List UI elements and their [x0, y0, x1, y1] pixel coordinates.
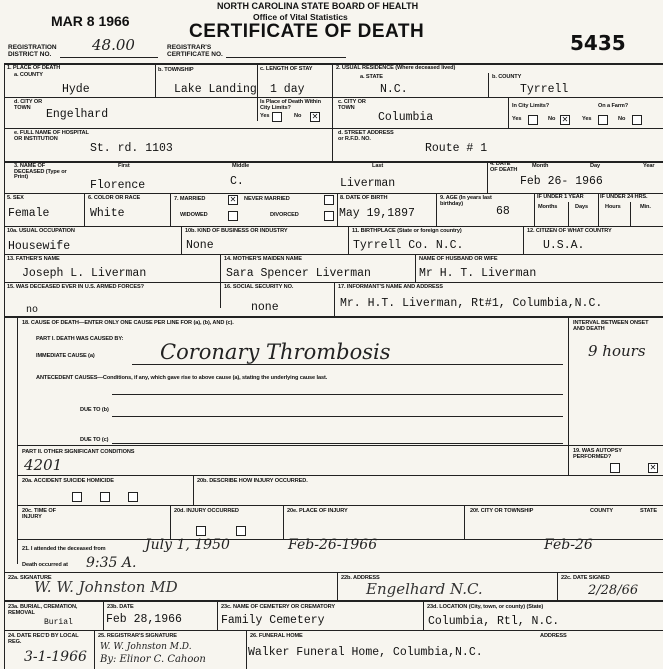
middle-name-label: Middle [232, 163, 250, 169]
attended-label: 21. I attended the deceased from [22, 546, 106, 552]
divorced-label: DIVORCED [270, 212, 299, 218]
residence-state: N.C. [380, 83, 408, 96]
part1-label: PART I. DEATH WAS CAUSED BY: [36, 336, 124, 342]
accident-label: 20a. ACCIDENT SUICIDE HOMICIDE [22, 478, 114, 484]
funeral-home-label: 26. FUNERAL HOME [250, 633, 303, 639]
death-day-label: Day [590, 163, 600, 169]
hospital-value: St. rd. 1103 [90, 142, 173, 155]
board-name: NORTH CAROLINA STATE BOARD OF HEALTH [217, 1, 419, 11]
page-title: CERTIFICATE OF DEATH [189, 21, 425, 42]
place-township-label: b. TOWNSHIP [158, 67, 194, 73]
armed-forces-label: 15. WAS DECEASED EVER IN U.S. ARMED FORCES? [7, 284, 144, 290]
cemetery-label: 23c. NAME OF CEMETERY OR CREMATORY [221, 604, 335, 610]
citizen-value: U.S.A. [543, 239, 585, 252]
mother-label: 14. MOTHER'S MAIDEN NAME [224, 256, 302, 262]
place-city-label: d. CITY OR TOWN [14, 99, 43, 111]
res-limits-no-label: No [548, 116, 556, 122]
widowed-checkbox[interactable] [228, 211, 238, 221]
registration-district-label: REGISTRATION DISTRICT NO. [8, 44, 57, 58]
age-value: 68 [496, 205, 510, 218]
residence-county-label: b. COUNTY [492, 74, 522, 80]
never-married-label: NEVER MARRIED [244, 196, 290, 202]
burial-value: Burial [44, 618, 73, 627]
injury-county-label: COUNTY [590, 508, 614, 514]
place-city: Engelhard [46, 108, 109, 121]
res-limits-yes-label: Yes [512, 116, 522, 122]
injury-city-label: 20f. CITY OR TOWNSHIP [470, 508, 534, 514]
time-of-injury-label: 20c. TIME OF INJURY [22, 508, 56, 520]
date-of-death-label: 4. DATE OF DEATH [490, 161, 518, 173]
antecedent-label: ANTECEDENT CAUSES—Conditions, if any, which gave rise to above cause (a), stating the underlying cause last. [36, 375, 328, 381]
received-stamp-date: MAR 8 1966 [51, 13, 130, 29]
sig-address: Engelhard N.C. [366, 580, 483, 598]
burial-location: Columbia, Rtl, N.C. [428, 615, 560, 628]
residence-farm-label: On a Farm? [598, 103, 629, 109]
deceased-name-label: 3. NAME OF DECEASED (Type or Print) [14, 163, 67, 181]
attended-to: Feb-26-1966 [288, 537, 378, 553]
sig-address-label: 22b. ADDRESS [341, 575, 380, 581]
injury-occurred-label: 20d. INJURY OCCURRED [174, 508, 239, 514]
physician-signature: W. W. Johnston MD [34, 578, 178, 596]
hours-label: Hours [605, 204, 621, 210]
accident-checkbox[interactable] [72, 492, 82, 502]
autopsy-label: 19. WAS AUTOPSY PERFORMED? [573, 448, 622, 460]
date-of-death: Feb 26- 1966 [520, 175, 603, 188]
ssn-label: 16. SOCIAL SECURITY NO. [224, 284, 294, 290]
immediate-cause-label: IMMEDIATE CAUSE (a) [36, 353, 95, 359]
residence-county: Tyrrell [520, 83, 569, 96]
registrar-signature: W. W. Johnston M.D. [100, 642, 192, 652]
age-label: 9. AGE (In years last birthday) [440, 195, 492, 207]
father-label: 13. FATHER'S NAME [7, 256, 60, 262]
birth-value: May 19,1897 [339, 207, 415, 220]
married-checkbox-checked[interactable]: ✕ [229, 195, 237, 204]
residence-state-label: a. STATE [360, 74, 383, 80]
last-seen-date: Feb-26 [544, 537, 593, 553]
place-stay-label: c. LENGTH OF STAY [260, 66, 313, 72]
business-label: 10b. KIND OF BUSINESS OR INDUSTRY [185, 228, 288, 234]
burial-label: 23a. BURIAL, CREMATION, REMOVAL [8, 604, 78, 616]
burial-location-label: 23d. LOCATION (City, town, or county) (State) [427, 604, 544, 610]
while-at-work-checkbox[interactable] [196, 526, 206, 536]
death-year-label: Year [643, 163, 655, 169]
ssn-value: none [251, 301, 279, 314]
min-label: Min. [640, 204, 651, 210]
certificate-number: 5435 [570, 31, 626, 55]
occupation-label: 10a. USUAL OCCUPATION [7, 228, 75, 234]
funeral-address-label: ADDRESS [540, 633, 567, 639]
date-signed: 2/28/66 [588, 583, 639, 598]
icd-code: 4201 [24, 456, 63, 474]
sex-value: Female [8, 207, 50, 220]
race-label: 6. COLOR OR RACE [88, 195, 141, 201]
death-time: 9:35 A. [86, 555, 137, 571]
place-county-label: a. COUNTY [14, 72, 43, 78]
sex-label: 5. SEX [7, 195, 24, 201]
occupation-value: Housewife [8, 240, 71, 253]
burial-date-label: 23b. DATE [107, 604, 134, 610]
first-name-label: First [118, 163, 130, 169]
res-limits-yes-checkbox[interactable] [528, 115, 538, 125]
interval-label: INTERVAL BETWEEN ONSET AND DEATH [573, 320, 649, 332]
res-farm-yes-label: Yes [582, 116, 592, 122]
res-farm-yes-checkbox[interactable] [598, 115, 608, 125]
married-label: 7. MARRIED [174, 196, 206, 202]
not-at-work-checkbox[interactable] [236, 526, 246, 536]
place-section-label: 1. PLACE OF DEATH [7, 65, 61, 71]
due-to-b-label: DUE TO (b) [80, 407, 109, 413]
birthplace-value: Tyrrell Co. N.C. [353, 239, 464, 252]
residence-city-label: c. CITY OR TOWN [338, 99, 366, 111]
armed-forces-value: no [26, 305, 39, 316]
middle-name: C. [230, 175, 244, 188]
residence-street: Route # 1 [425, 142, 488, 155]
due-to-c-label: DUE TO (c) [80, 437, 109, 443]
place-stay: 1 day [270, 83, 305, 96]
injury-state-label: STATE [640, 508, 658, 514]
office-name: Office of Vital Statistics [253, 12, 348, 22]
date-received-label: 24. DATE REC'D BY LOCAL REG. [8, 633, 79, 645]
limits-yes-checkbox[interactable] [272, 112, 282, 122]
res-farm-no-label: No [618, 116, 626, 122]
place-county: Hyde [62, 83, 90, 96]
describe-injury-label: 20b. DESCRIBE HOW INJURY OCCURRED. [197, 478, 308, 484]
never-married-checkbox[interactable] [324, 195, 334, 205]
days-label: Days [575, 204, 588, 210]
last-name: Liverman [340, 177, 396, 190]
divorced-checkbox[interactable] [324, 211, 334, 221]
birth-label: 8. DATE OF BIRTH [340, 195, 388, 201]
limits-no-label: No [294, 113, 302, 119]
homicide-checkbox[interactable] [128, 492, 138, 502]
residence-limits-label: In City Limits? [512, 103, 550, 109]
limits-yes-label: Yes [260, 113, 270, 119]
cause-of-death-label: 18. CAUSE OF DEATH—ENTER ONLY ONE CAUSE PER LINE FOR (a), (b), AND (c). [22, 320, 234, 326]
place-township: Lake Landing [174, 83, 257, 96]
citizen-label: 12. CITIZEN OF WHAT COUNTRY [527, 228, 612, 234]
spouse-value: Mr H. T. Liverman [419, 267, 537, 280]
registrar-signature-label: 25. REGISTRAR'S SIGNATURE [98, 633, 177, 639]
date-received: 3-1-1966 [24, 649, 87, 665]
business-value: None [186, 239, 214, 252]
race-value: White [90, 207, 125, 220]
res-limits-no-checkbox-checked[interactable]: ✕ [561, 115, 569, 124]
funeral-home-value: Walker Funeral Home, Columbia,N.C. [248, 646, 483, 659]
death-month-label: Month [532, 163, 549, 169]
last-name-label: Last [372, 163, 384, 169]
months-label: Months [538, 204, 558, 210]
registrar-by: By: Elinor C. Cahoon [100, 654, 206, 665]
burial-date: Feb 28,1966 [106, 613, 182, 626]
under-one-year-label: IF UNDER 1 YEAR [537, 194, 584, 200]
limits-no-checkbox-checked[interactable]: ✕ [311, 112, 319, 121]
mother-value: Sara Spencer Liverman [226, 267, 371, 280]
part2-label: PART II. OTHER SIGNIFICANT CONDITIONS [22, 449, 135, 455]
signature-label: 22a. SIGNATURE [8, 575, 52, 581]
widowed-label: WIDOWED [180, 212, 208, 218]
registration-district-value: 48.00 [92, 36, 135, 54]
date-signed-label: 22c. DATE SIGNED [561, 575, 610, 581]
suicide-checkbox[interactable] [100, 492, 110, 502]
first-name: Florence [90, 179, 146, 192]
immediate-cause-value: Coronary Thrombosis [160, 340, 391, 364]
cemetery-value: Family Cemetery [221, 614, 325, 627]
hospital-label: e. FULL NAME OF HOSPITAL OR INSTITUTION [14, 130, 89, 142]
autopsy-no-checkbox-checked[interactable]: ✕ [649, 463, 657, 472]
spouse-label: NAME OF HUSBAND OR WIFE [419, 256, 498, 262]
place-of-injury-label: 20e. PLACE OF INJURY [287, 508, 348, 514]
attended-from: July 1, 1950 [145, 537, 230, 553]
informant-label: 17. INFORMANT'S NAME AND ADDRESS [338, 284, 443, 290]
res-farm-no-checkbox[interactable] [632, 115, 642, 125]
father-value: Joseph L. Liverman [22, 267, 147, 280]
residence-section-label: 2. USUAL RESIDENCE (Where deceased lived) [336, 65, 456, 71]
death-occurred-label: Death occurred at [22, 562, 68, 568]
interval-value: 9 hours [588, 342, 646, 360]
informant-value: Mr. H.T. Liverman, Rt#1, Columbia,N.C. [340, 297, 603, 310]
autopsy-yes-checkbox[interactable] [610, 463, 620, 473]
residence-city: Columbia [378, 111, 434, 124]
within-limits-label: Is Place of Death Within City Limits? [260, 99, 321, 111]
residence-street-label: d. STREET ADDRESS or R.F.D. NO. [338, 130, 394, 142]
registrar-cert-label: REGISTRAR'S CERTIFICATE NO. [167, 44, 223, 58]
under-24-hours-label: IF UNDER 24 HRS. [600, 194, 648, 200]
birthplace-label: 11. BIRTHPLACE (State or foreign country) [352, 228, 462, 234]
